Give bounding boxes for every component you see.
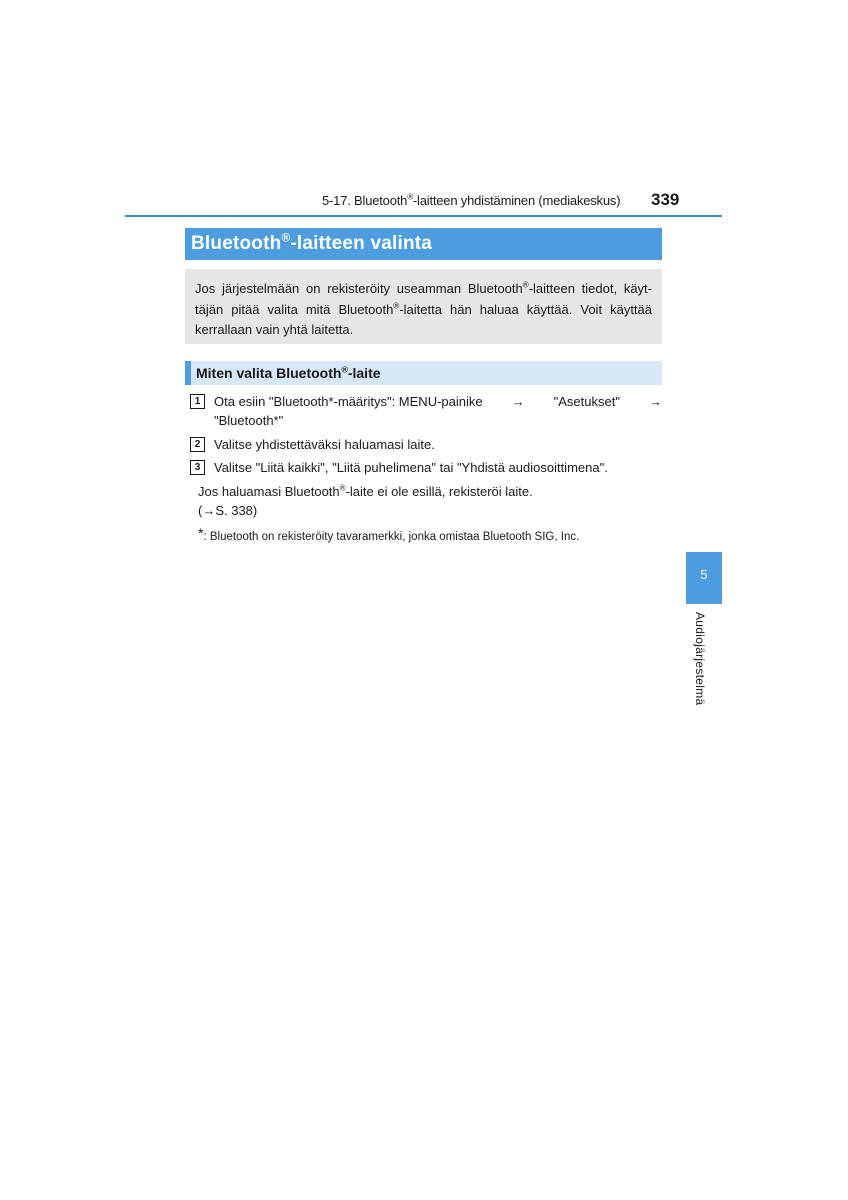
asterisk-icon: * <box>198 525 204 541</box>
right-arrow-icon: → <box>511 394 525 409</box>
subsection-title <box>196 365 381 381</box>
step-text-part: "Asetukset" <box>553 394 620 409</box>
footnote-text: : Bluetooth on rekisteröity tavaramerkki, jonka omistaa Bluetooth SIG, Inc. <box>203 531 580 543</box>
intro-text-3: -laitetta hän haluaa käyttää. Voit käyttää kerrallaan vain yhtä laitetta. <box>195 301 653 337</box>
title-bar <box>185 228 662 260</box>
step-text: Valitse yhdistettäväksi haluamasi laite. <box>214 437 435 452</box>
step-text: Valitse "Liitä kaikki", "Liitä puhelimena" tai "Yhdistä audiosoittimena". <box>214 460 608 475</box>
registered-mark: ® <box>341 364 348 375</box>
right-arrow-icon: → <box>648 394 662 409</box>
footnote <box>198 524 579 546</box>
registered-mark: ® <box>522 280 529 290</box>
step-number-badge: 2 <box>190 437 205 452</box>
subsection-title-text: Miten valita Bluetooth <box>196 365 342 381</box>
registered-mark: ® <box>339 483 346 493</box>
step-text-part: Ota esiin "Bluetooth*-määritys": MENU-painike <box>214 394 483 409</box>
note-text: Jos haluamasi Bluetooth <box>198 484 340 499</box>
section-header-text-rest: -laitteen yhdistäminen (mediakeskus) <box>412 193 621 208</box>
page-title-text: Bluetooth <box>191 233 282 254</box>
chapter-tab: 5 <box>686 552 722 604</box>
note-line <box>198 482 533 501</box>
registered-mark: ® <box>407 192 413 202</box>
step-text-part: "Bluetooth*" <box>214 413 284 428</box>
section-header-text: 5-17. Bluetooth <box>322 193 408 208</box>
step-1 <box>190 392 662 430</box>
header-divider <box>125 215 722 217</box>
step-line <box>214 392 662 411</box>
step-2 <box>190 435 662 454</box>
registered-mark: ® <box>393 301 400 311</box>
registered-mark: ® <box>281 231 291 245</box>
chapter-label: Audiojärjestelmä <box>693 612 707 706</box>
intro-text-1: Jos järjestelmään on rekisteröity useamman Bluetooth <box>195 281 523 296</box>
step-number-badge: 3 <box>190 460 205 475</box>
subsection-bar <box>185 361 662 385</box>
intro-text-2: -laitteen tiedot, käyt-täjän pitää valita mitä Bluetooth <box>195 281 653 317</box>
step-3 <box>190 458 662 477</box>
subsection-title-text-rest: -laite <box>347 365 381 381</box>
step-text <box>214 392 662 430</box>
intro-paragraph <box>195 279 652 341</box>
page-reference: (→S. 338) <box>198 503 258 518</box>
page-title-text-rest: -laitteen valinta <box>290 233 433 254</box>
page-number: 339 <box>651 190 680 209</box>
intro-box <box>185 269 662 344</box>
note-text-rest: -laite ei ole esillä, rekisteröi laite. <box>345 484 533 499</box>
section-header <box>322 193 620 208</box>
page-title <box>191 233 432 255</box>
step-number-badge: 1 <box>190 394 205 409</box>
